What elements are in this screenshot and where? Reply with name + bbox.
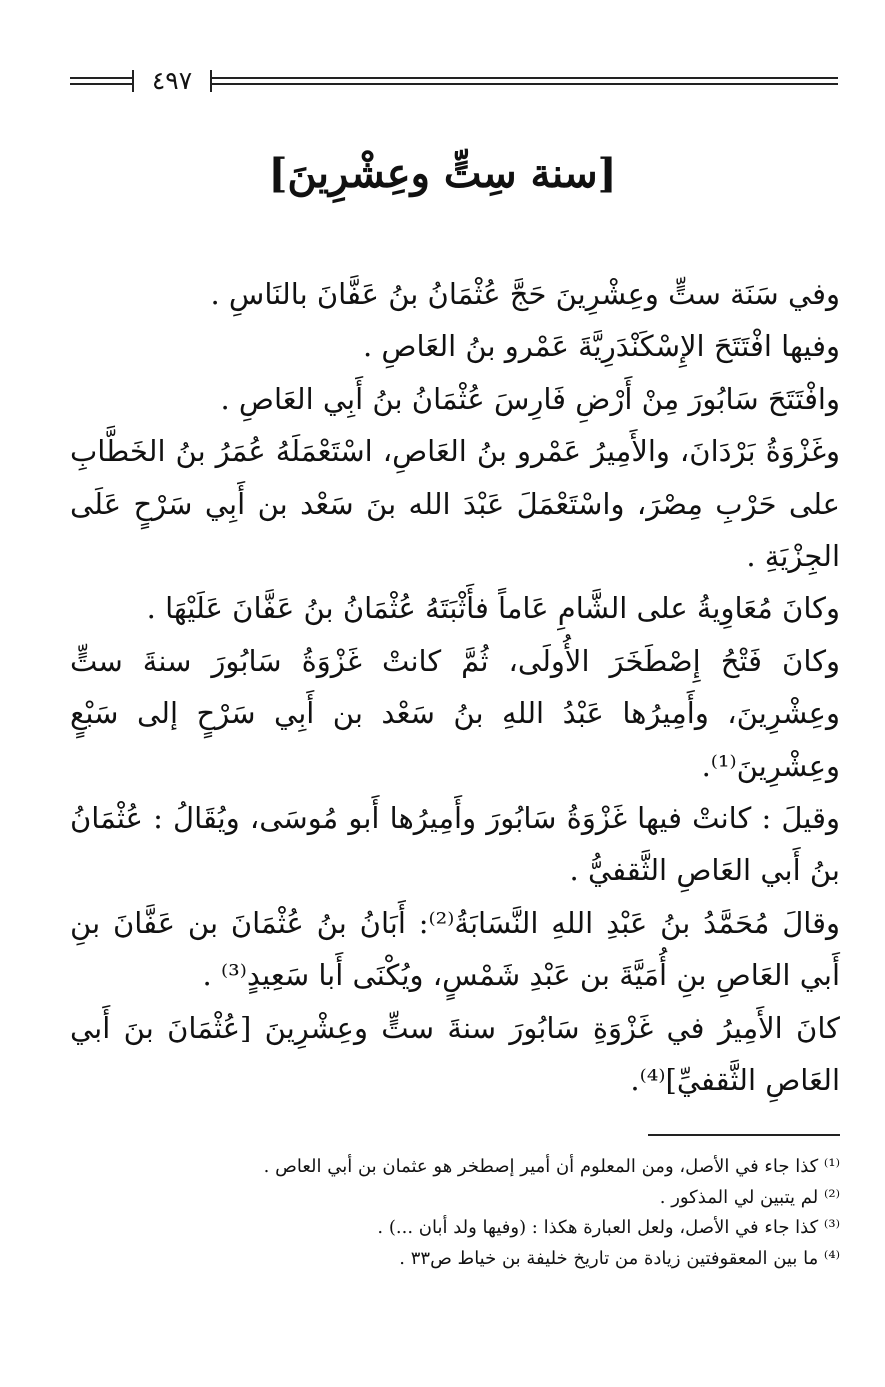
footnote: ⁽²⁾ لم يتبين لي المذكور . — [659, 1186, 840, 1208]
paragraph: وقالَ مُحَمَّدُ بنُ عَبْدِ اللهِ النَّسَابَةُ⁽²⁾: أَبَانُ بنُ عُثْمَانَ بن عَفَّانَ بنِ أَبي العَاصِ بنِ أُمَيَّةَ بن عَبْدِ شَمْسٍ، ويُكْنَى أَبا سَعِيدٍ⁽³⁾ . — [70, 905, 840, 993]
paragraph: وكانَ فَتْحُ إِصْطَخَرَ الأُولَى، ثُمَّ كانتْ غَزْوَةُ سَابُورَ سنةَ ستٍّ وعِشْرِينَ، وأَمِيرُها عَبْدُ اللهِ بنُ سَعْد بن أَبِي سَرْحٍ إلى سَبْعٍ وعِشْرِينَ⁽¹⁾. — [70, 643, 840, 783]
header-rule-right — [212, 77, 838, 85]
paragraph: وكانَ مُعَاوِيةُ على الشَّامِ عَاماً فأَثْبَتَهُ عُثْمَانُ بنُ عَفَّانَ عَلَيْهَا . — [146, 591, 840, 626]
footnote: ⁽¹⁾ كذا جاء في الأصل، ومن المعلوم أن أمير إصطخر هو عثمان بن أبي العاص . — [263, 1156, 840, 1177]
header-rule-cap — [132, 70, 134, 92]
paragraph: وغَزْوَةُ بَرْدَانَ، والأَمِيرُ عَمْرو بنُ العَاصِ، اسْتَعْمَلَهُ عُمَرُ بنُ الخَطَّابِ على حَرْبِ مِصْرَ، واسْتَعْمَلَ عَبْدَ الله بنَ سَعْد بن أَبِي سَرْحٍ عَلَى الجِزْيَةِ . — [70, 434, 840, 574]
footnote-divider — [648, 1134, 840, 1136]
paragraph: كانَ الأَمِيرُ في غَزْوَةِ سَابُورَ سنةَ ستٍّ وعِشْرِينَ [عُثْمَانَ بنَ أَبي العَاصِ الثَّقفيِّ]⁽⁴⁾. — [70, 1010, 840, 1098]
body-text — [70, 268, 840, 1107]
footnotes — [70, 1152, 840, 1274]
header-rule-left — [70, 77, 132, 85]
page-number: ٤٩٧ — [151, 66, 193, 95]
footnote: ⁽⁴⁾ ما بين المعقوفتين زيادة من تاريخ خليفة بن خياط ص٣٣ . — [399, 1247, 840, 1269]
footnote: ⁽³⁾ كذا جاء في الأصل، ولعل العبارة هكذا : (وفيها ولد أبان ...) . — [377, 1217, 840, 1238]
paragraph: وقيلَ : كانتْ فيها غَزْوَةُ سَابُورَ وأَمِيرُها أَبو مُوسَى، ويُقَالُ : عُثْمَانُ بنُ أَبي العَاصِ الثَّقفيُّ . — [70, 801, 840, 888]
paragraph: وافْتَتَحَ سَابُورَ مِنْ أَرْضِ فَارِسَ عُثْمَانُ بنُ أَبِي العَاصِ . — [220, 381, 840, 416]
paragraph: وفي سَنَة ستٍّ وعِشْرِينَ حَجَّ عُثْمَانُ بنُ عَفَّانَ بالنَاسِ . — [210, 277, 840, 311]
paragraph: وفيها افْتَتَحَ الإِسْكَنْدَرِيَّةَ عَمْرو بنُ العَاصِ . — [363, 329, 840, 364]
chapter-title: [سنة سِتٍّ وعِشْرِينَ] — [268, 150, 617, 197]
page-header — [70, 66, 838, 96]
